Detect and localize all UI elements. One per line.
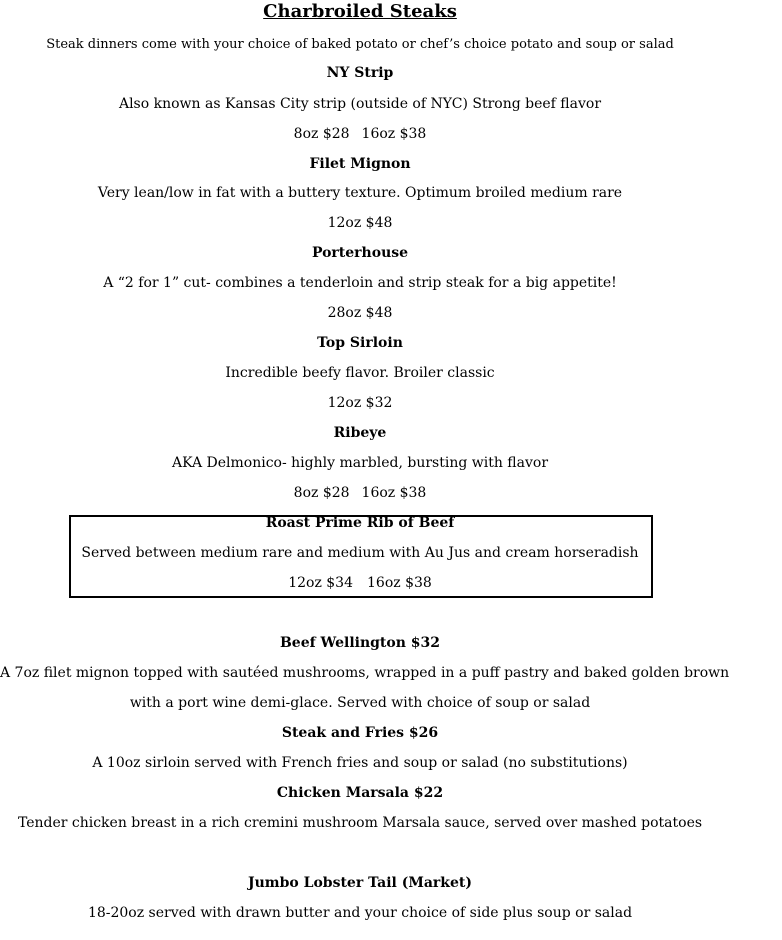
item-prices-prime-rib [0,573,720,593]
item-prices-filet-mignon [0,213,720,233]
item-description-porterhouse: A “2 for 1” cut- combines a tenderloin and strip steak for a big appetite! [103,275,617,291]
item-name-beef-wellington: Beef Wellington $32 [279,635,441,651]
price-12oz: 12oz $34 [288,575,353,591]
item-description-prime-rib: Served between medium rare and medium with Au Jus and cream horseradish [81,545,639,561]
item-prices-top-sirloin [0,393,720,413]
item-prices-ny-strip [0,124,720,144]
item-name-ny-strip: NY Strip [326,65,394,81]
item-description-ny-strip: Also known as Kansas City strip (outside of NYC) Strong beef flavor [118,96,602,112]
item-description-top-sirloin: Incredible beefy flavor. Broiler classic [225,365,495,381]
item-prices-porterhouse [0,303,720,323]
item-name-chicken-marsala: Chicken Marsala $22 [276,785,444,801]
price-12oz: 12oz $48 [327,215,393,231]
item-name-ribeye: Ribeye [333,425,387,441]
item-description-beef-wellington-line-2: with a port wine demi-glace. Served with choice of soup or salad [129,695,591,711]
price-28oz: 28oz $48 [327,305,393,321]
item-description-filet-mignon: Very lean/low in fat with a buttery texture. Optimum broiled medium rare [97,185,623,201]
price-16oz: 16oz $38 [367,575,432,591]
price-8oz: 8oz $28 [293,485,350,501]
menu-intro: Steak dinners come with your choice of baked potato or chef’s choice potato and soup or salad [46,37,674,52]
item-description-steak-and-fries: A 10oz sirloin served with French fries and soup or salad (no substitutions) [92,755,628,771]
item-name-prime-rib: Roast Prime Rib of Beef [265,515,455,531]
price-8oz: 8oz $28 [293,126,350,142]
item-description-lobster-tail: 18-20oz served with drawn butter and your choice of side plus soup or salad [87,905,633,921]
menu-title: Charbroiled Steaks [263,1,457,22]
item-name-porterhouse: Porterhouse [311,245,409,261]
item-description-chicken-marsala: Tender chicken breast in a rich cremini mushroom Marsala sauce, served over mashed potatoes [17,815,703,831]
item-description-ribeye: AKA Delmonico- highly marbled, bursting with flavor [171,455,549,471]
item-name-steak-and-fries: Steak and Fries $26 [281,725,439,741]
price-16oz: 16oz $38 [361,485,427,501]
item-name-filet-mignon: Filet Mignon [309,156,411,172]
item-description-beef-wellington-line-1: A 7oz filet mignon topped with sautéed mushrooms, wrapped in a puff pastry and baked golden brown [0,665,730,681]
item-name-top-sirloin: Top Sirloin [317,335,403,351]
item-prices-ribeye [0,483,720,503]
item-name-lobster-tail: Jumbo Lobster Tail (Market) [247,875,473,891]
price-12oz: 12oz $32 [327,395,393,411]
price-16oz: 16oz $38 [361,126,427,142]
